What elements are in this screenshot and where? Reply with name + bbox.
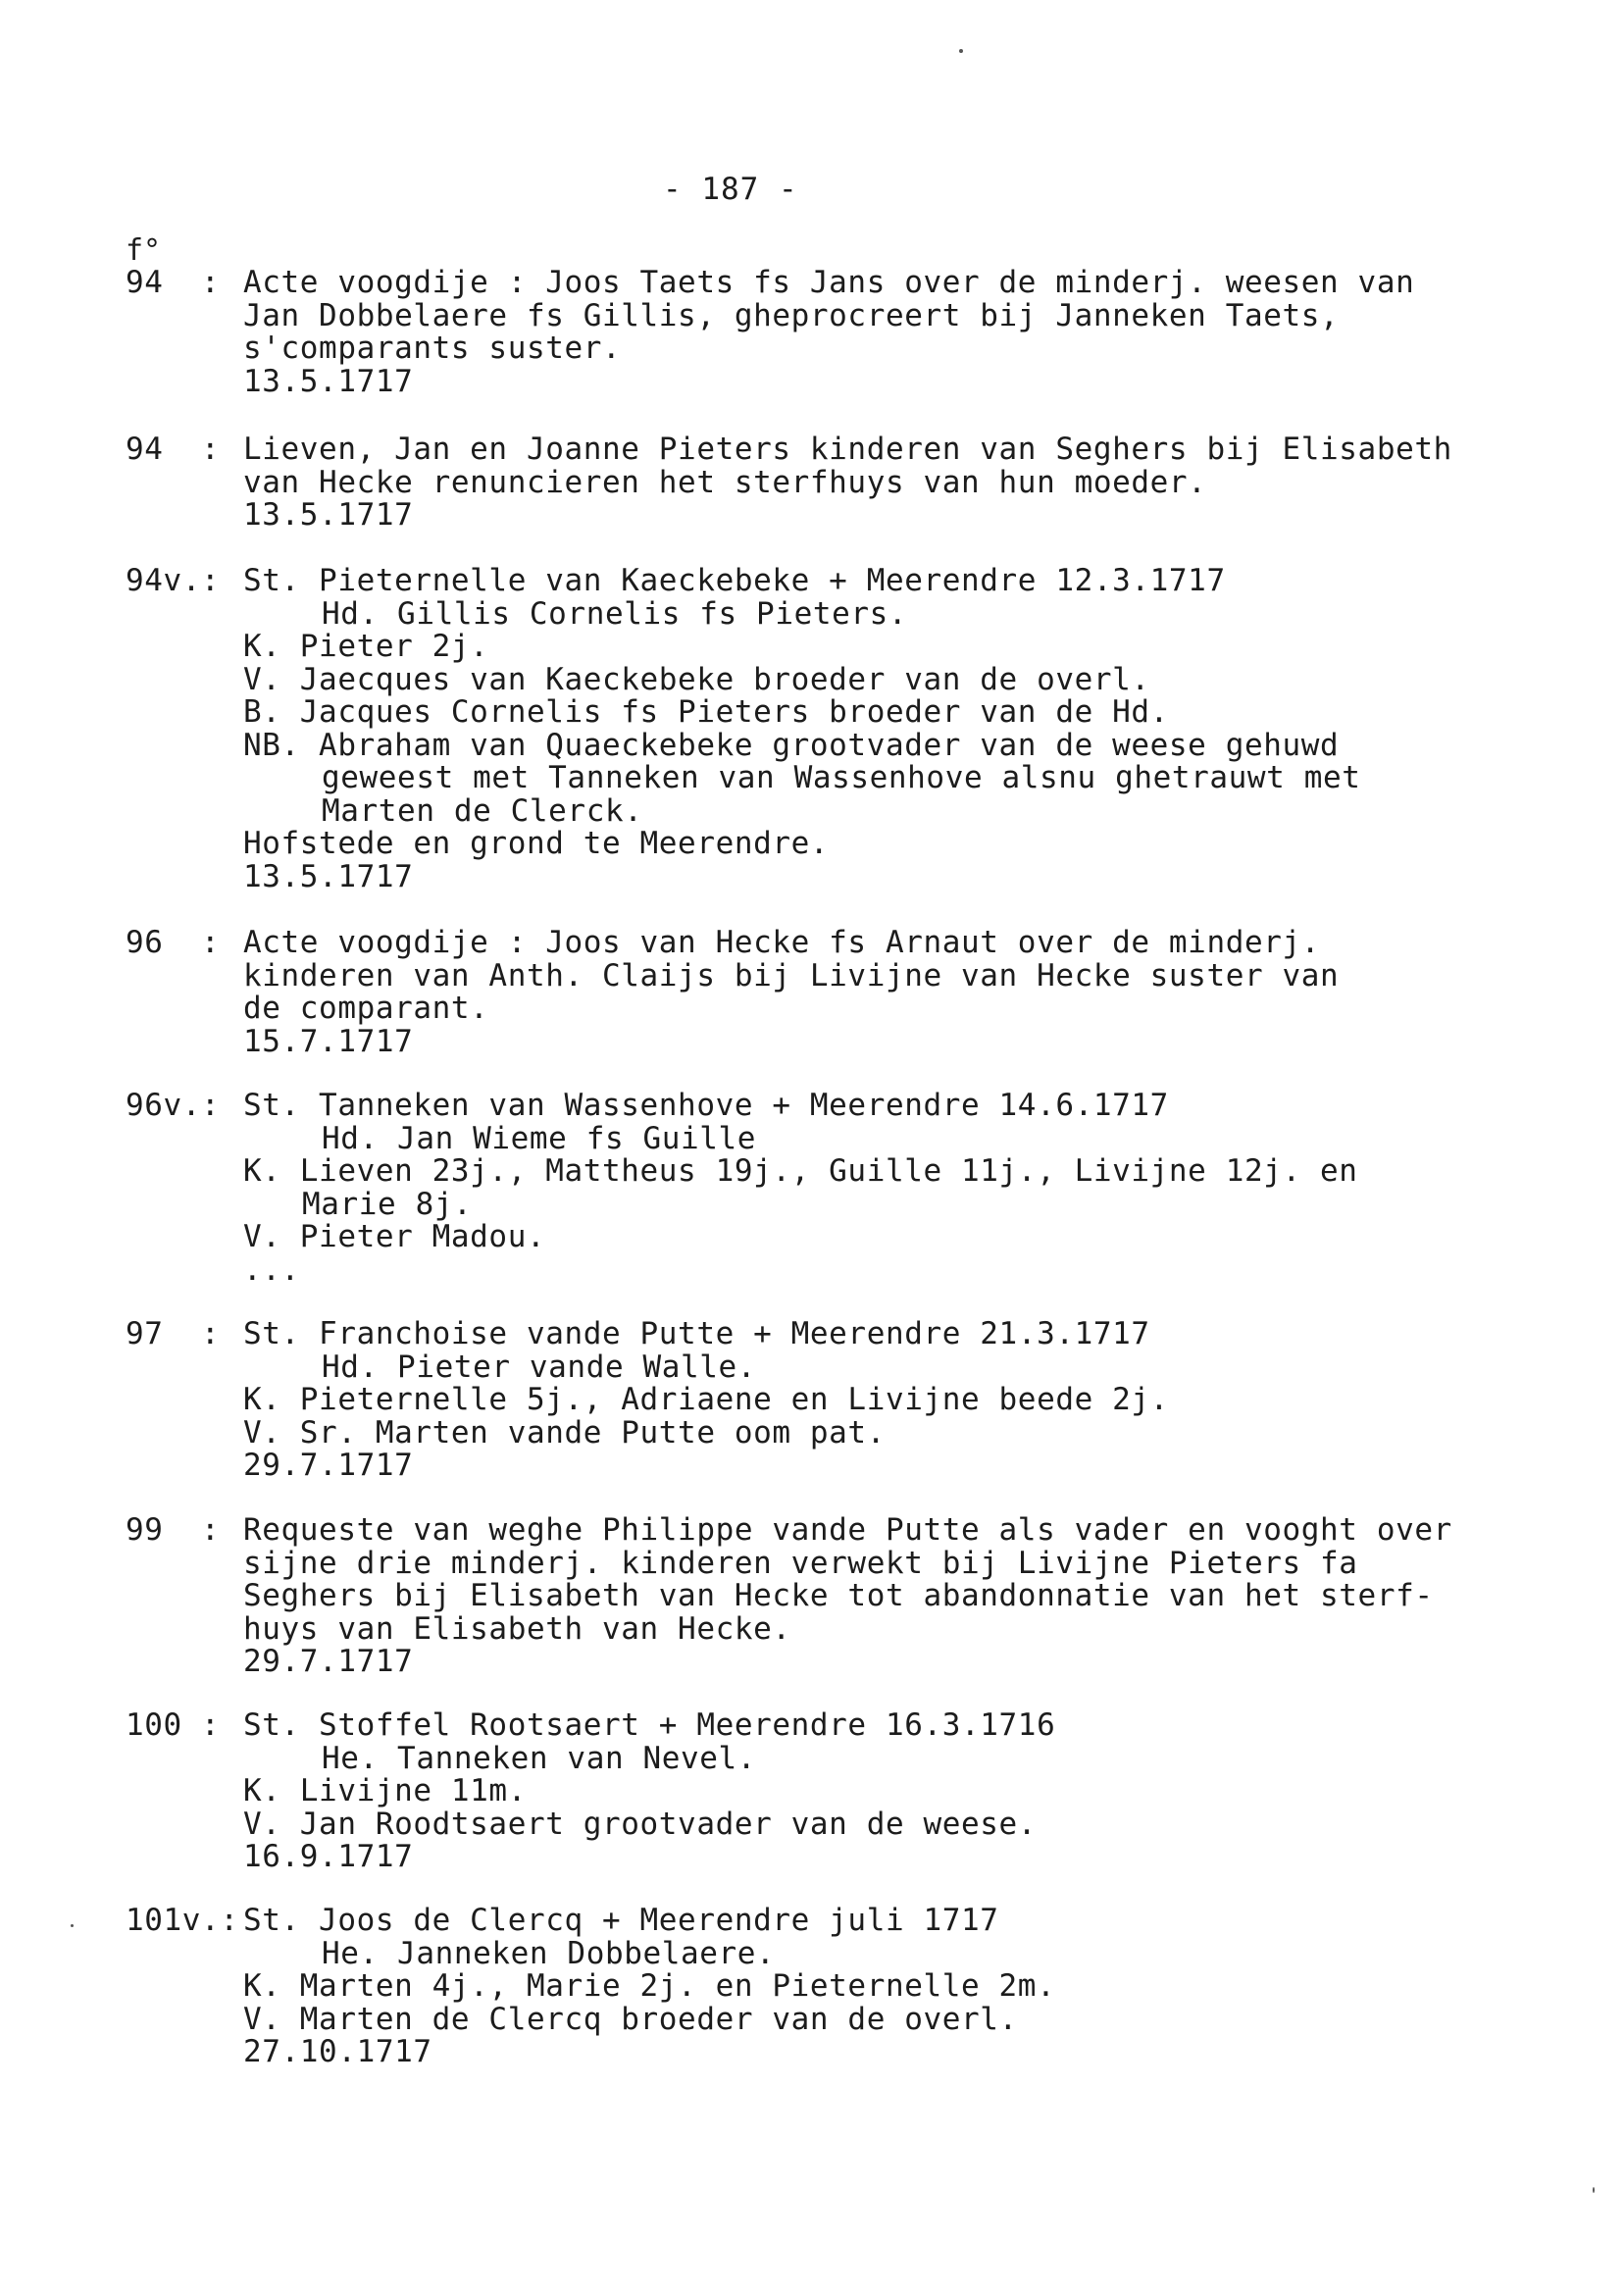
entry-line: Acte voogdije : Joos Taets fs Jans over de minderj. weesen van — [243, 265, 1415, 300]
scan-speck — [71, 1924, 74, 1927]
entry-line: Hd. Gillis Cornelis fs Pieters. — [322, 595, 908, 632]
entry-line: St. Pieternelle van Kaeckebeke + Meerendre 12.3.1717 — [243, 563, 1226, 598]
entry-text — [243, 927, 1538, 1058]
folio-reference: 96v.: — [126, 1088, 221, 1123]
entry-date: 29.7.1717 — [243, 1448, 414, 1483]
entry-date: 29.7.1717 — [243, 1644, 414, 1679]
entry-date: 13.5.1717 — [243, 363, 414, 399]
entry-line: Hd. Jan Wieme fs Guille — [322, 1120, 757, 1156]
entry-line: Hd. Pieter vande Walle. — [322, 1349, 757, 1385]
entry-line: Requeste van weghe Philippe vande Putte als vader en vooght over — [243, 1512, 1452, 1548]
entry-date: 15.7.1717 — [243, 1023, 414, 1059]
entry-text — [243, 565, 1538, 893]
entry-line: K. Livijne 11m. — [243, 1773, 527, 1808]
entry-line: He. Tanneken van Nevel. — [322, 1740, 757, 1776]
folio-reference: 97 : — [126, 1316, 221, 1351]
entry-line: de comparant. — [243, 991, 489, 1026]
entry-line: St. Franchoise vande Putte + Meerendre 21.3.1717 — [243, 1316, 1150, 1351]
entry-line: K. Marten 4j., Marie 2j. en Pieternelle 2m. — [243, 1968, 1056, 2004]
entry-text — [243, 1514, 1538, 1679]
folio-reference: 94 : — [126, 265, 221, 300]
entry-line: NB. Abraham van Quaeckebeke grootvader van de weese gehuwd — [243, 727, 1340, 763]
entry-line: V. Pieter Madou. — [243, 1219, 546, 1254]
entry-line: Hofstede en grond te Meerendre. — [243, 826, 830, 861]
entry-text — [243, 267, 1538, 398]
entry-ellipsis: ... — [243, 1251, 300, 1288]
entry-line: sijne drie minderj. kinderen verwekt bij Livijne Pieters fa — [243, 1545, 1358, 1581]
entry-line: St. Stoffel Rootsaert + Meerendre 16.3.1716 — [243, 1707, 1056, 1743]
folio-reference: 101v.: — [126, 1903, 239, 1938]
entry-date: 16.9.1717 — [243, 1839, 414, 1874]
entry-line: K. Pieternelle 5j., Adriaene en Livijne beede 2j. — [243, 1382, 1169, 1417]
entry-line: geweest met Tanneken van Wassenhove alsnu ghetrauwt met — [322, 760, 1361, 795]
entry-date: 13.5.1717 — [243, 858, 414, 894]
folio-reference: 99 : — [126, 1512, 221, 1548]
entry-line: He. Janneken Dobbelaere. — [322, 1935, 776, 1971]
entry-line: Lieven, Jan en Joanne Pieters kinderen van Seghers bij Elisabeth — [243, 432, 1452, 467]
folio-reference: 94v.: — [126, 563, 221, 598]
entry-line: K. Lieven 23j., Mattheus 19j., Guille 11j., Livijne 12j. en — [243, 1153, 1358, 1189]
folio-reference: 96 : — [126, 925, 221, 960]
entry-date: 27.10.1717 — [243, 2034, 432, 2069]
entry-line: van Hecke renuncieren het sterfhuys van hun moeder. — [243, 464, 1207, 500]
entry-line: V. Sr. Marten vande Putte oom pat. — [243, 1414, 886, 1451]
entry-line: huys van Elisabeth van Hecke. — [243, 1610, 791, 1647]
entry-line: Marten de Clerck. — [322, 792, 643, 829]
entry-line: V. Jaecques van Kaeckebeke broeder van de overl. — [243, 661, 1150, 697]
folio-reference: 100 : — [126, 1707, 221, 1743]
entry-line: Marie 8j. — [302, 1186, 473, 1222]
entry-line: K. Pieter 2j. — [243, 629, 489, 664]
entry-line: Acte voogdije : Joos van Hecke fs Arnaut over de minderj. — [243, 925, 1321, 960]
folio-column-label: f° — [126, 233, 162, 268]
scan-speck — [959, 49, 963, 53]
folio-reference: 94 : — [126, 432, 221, 467]
entry-line: B. Jacques Cornelis fs Pieters broeder van de Hd. — [243, 694, 1169, 730]
entry-date: 13.5.1717 — [243, 497, 414, 533]
entry-line: Seghers bij Elisabeth van Hecke tot abandonnatie van het sterf- — [243, 1578, 1434, 1613]
entry-line: St. Joos de Clercq + Meerendre juli 1717 — [243, 1903, 999, 1938]
entry-line: V. Jan Roodtsaert grootvader van de weese. — [243, 1806, 1038, 1842]
page-number: - 187 - — [663, 172, 798, 207]
entry-text — [243, 1090, 1538, 1287]
entry-text — [243, 1905, 1538, 2069]
scan-speck — [1593, 2187, 1595, 2193]
entry-text — [243, 1318, 1538, 1483]
entry-line: St. Tanneken van Wassenhove + Meerendre 14.6.1717 — [243, 1088, 1169, 1123]
entry-line: V. Marten de Clercq broeder van de overl. — [243, 2001, 1018, 2037]
entry-text — [243, 1709, 1538, 1874]
entry-text — [243, 433, 1538, 533]
entry-line: kinderen van Anth. Claijs bij Livijne van Hecke suster van — [243, 957, 1340, 993]
entry-line: s'comparants suster. — [243, 331, 622, 366]
entry-line: Jan Dobbelaere fs Gillis, gheprocreert bij Janneken Taets, — [243, 297, 1340, 333]
